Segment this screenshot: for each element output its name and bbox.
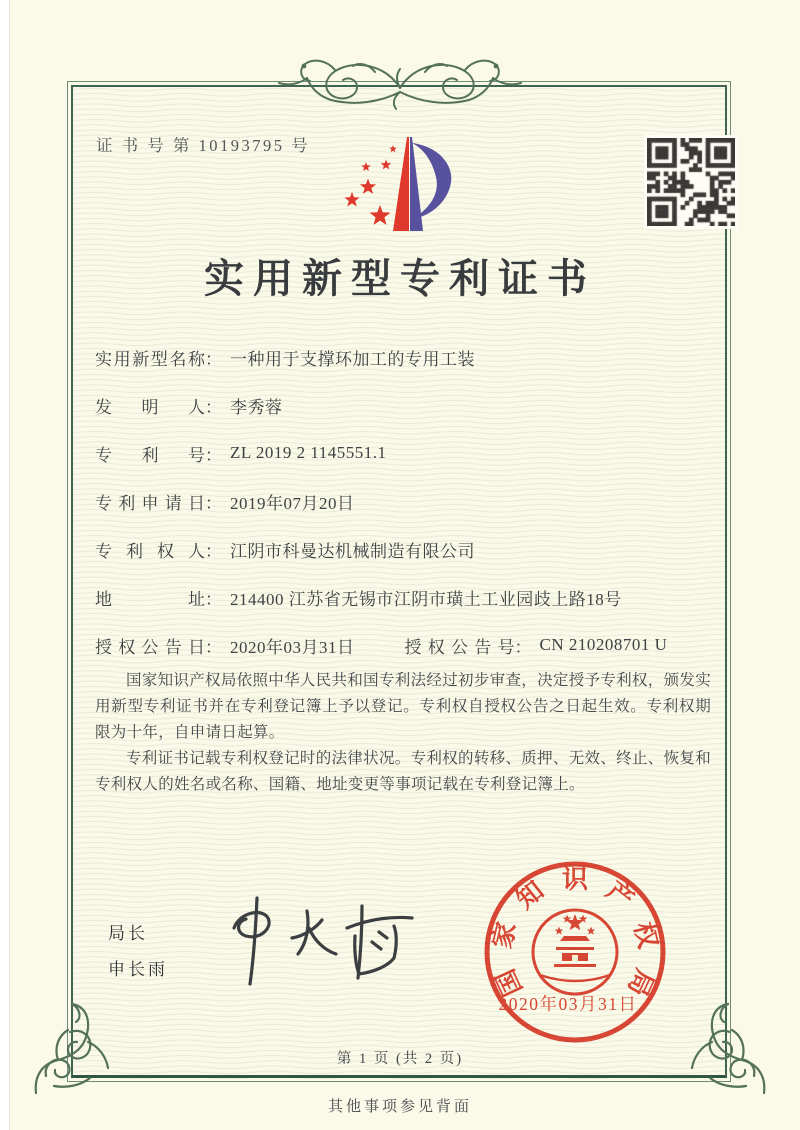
- scan-edge-strip: [0, 0, 10, 1130]
- grant-date-label: 授 权 公 告 日: [95, 637, 205, 657]
- legal-paragraph: 国家知识产权局依照中华人民共和国专利法经过初步审查，决定授予专利权，颁发实用新型专利证书并在专利登记簿上予以登记。专利权自授权公告之日起生效。专利权期限为十年，自申请日起算。: [95, 672, 711, 741]
- grant-number-value: CN 210208701 U: [539, 635, 668, 654]
- svg-text:局: 局: [622, 964, 660, 1001]
- field-label: 专 利 权 人: [95, 541, 205, 561]
- svg-text:识: 识: [561, 865, 589, 894]
- field-label: 专 利 申 请 日: [95, 493, 205, 513]
- commissioner-signature: [212, 886, 432, 994]
- grant-number-label: 授 权 公 告 号: [404, 637, 515, 657]
- grant-date-value: 2020年03月31日: [230, 637, 355, 657]
- certificate-number: 证 书 号 第 10193795 号: [96, 136, 311, 155]
- back-side-note: 其他事项参见背面: [327, 1099, 472, 1115]
- signer-block: [108, 916, 168, 988]
- field-row: [95, 525, 715, 573]
- field-colon: ：: [205, 541, 222, 561]
- grant-row: [95, 621, 715, 669]
- cnipa-official-seal: [480, 857, 670, 1047]
- field-label: 地 址: [95, 589, 205, 609]
- field-row: [95, 429, 715, 477]
- svg-text:国: 国: [490, 964, 528, 1001]
- field-colon: ：: [205, 445, 222, 465]
- field-label: 专 利 号: [95, 445, 205, 465]
- field-label: 发 明 人: [95, 397, 205, 417]
- field-colon: ：: [205, 637, 222, 657]
- field-colon: ：: [514, 637, 532, 657]
- legal-paragraph: 专利证书记载专利权登记时的法律状况。专利权的转移、质押、无效、终止、恢复和专利权人的姓名或名称、国籍、地址变更等事项记载在专利登记簿上。: [95, 750, 711, 793]
- signer-title: 局长: [108, 924, 148, 943]
- field-value: 214400 江苏省无锡市江阴市璜土工业园歧上路18号: [230, 589, 622, 609]
- certificate-title: 实用新型专利证书: [204, 256, 596, 301]
- certificate-fields: [95, 333, 715, 669]
- svg-text:家: 家: [487, 919, 522, 952]
- field-row: [95, 333, 715, 381]
- field-value: 一种用于支撑环加工的专用工装: [230, 349, 475, 369]
- svg-text:产: 产: [600, 875, 640, 915]
- page-number: 第 1 页 (共 2 页): [336, 1051, 464, 1067]
- field-colon: ：: [205, 397, 222, 417]
- seal-date: 2020年03月31日: [498, 994, 638, 1014]
- signer-name: 申长雨: [108, 960, 168, 979]
- field-row: [95, 573, 715, 621]
- field-label: 实 用 新 型 名 称: [95, 349, 205, 369]
- field-colon: ：: [205, 589, 222, 609]
- field-colon: ：: [205, 349, 222, 369]
- field-value: ZL 2019 2 1145551.1: [230, 443, 387, 462]
- field-row: [95, 477, 715, 525]
- field-value: 2019年07月20日: [230, 493, 355, 513]
- field-colon: ：: [205, 493, 222, 513]
- qr-code: [644, 135, 738, 229]
- field-row: [95, 381, 715, 429]
- field-value: 江阴市科曼达机械制造有限公司: [230, 541, 475, 561]
- cnipa-logo-icon: [330, 131, 470, 237]
- national-emblem-icon: [533, 910, 617, 994]
- svg-text:知: 知: [510, 875, 550, 915]
- field-value: 李秀蓉: [230, 397, 283, 417]
- svg-text:权: 权: [628, 919, 663, 952]
- legal-paragraphs: [95, 668, 711, 798]
